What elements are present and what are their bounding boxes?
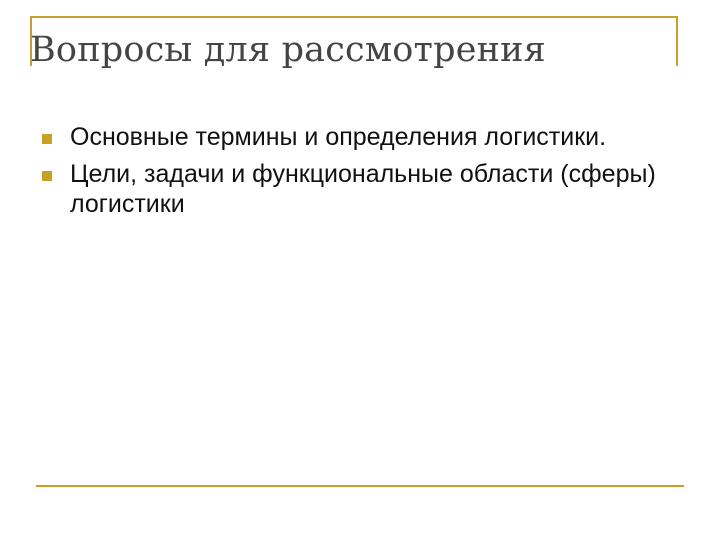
top-divider-line	[30, 16, 678, 18]
bullet-list	[42, 122, 682, 226]
slide-title: Вопросы для рассмотрения	[30, 30, 546, 70]
bullet-text: Основные термины и определения логистики.	[70, 123, 607, 151]
right-accent-line	[676, 16, 678, 66]
bullet-item	[42, 159, 682, 219]
bullet-text: Цели, задачи и функциональные области (сферы) логистики	[70, 160, 656, 218]
square-bullet-icon	[42, 134, 52, 144]
square-bullet-icon	[42, 171, 52, 181]
bottom-divider-line	[36, 485, 684, 487]
bullet-item	[42, 122, 682, 152]
